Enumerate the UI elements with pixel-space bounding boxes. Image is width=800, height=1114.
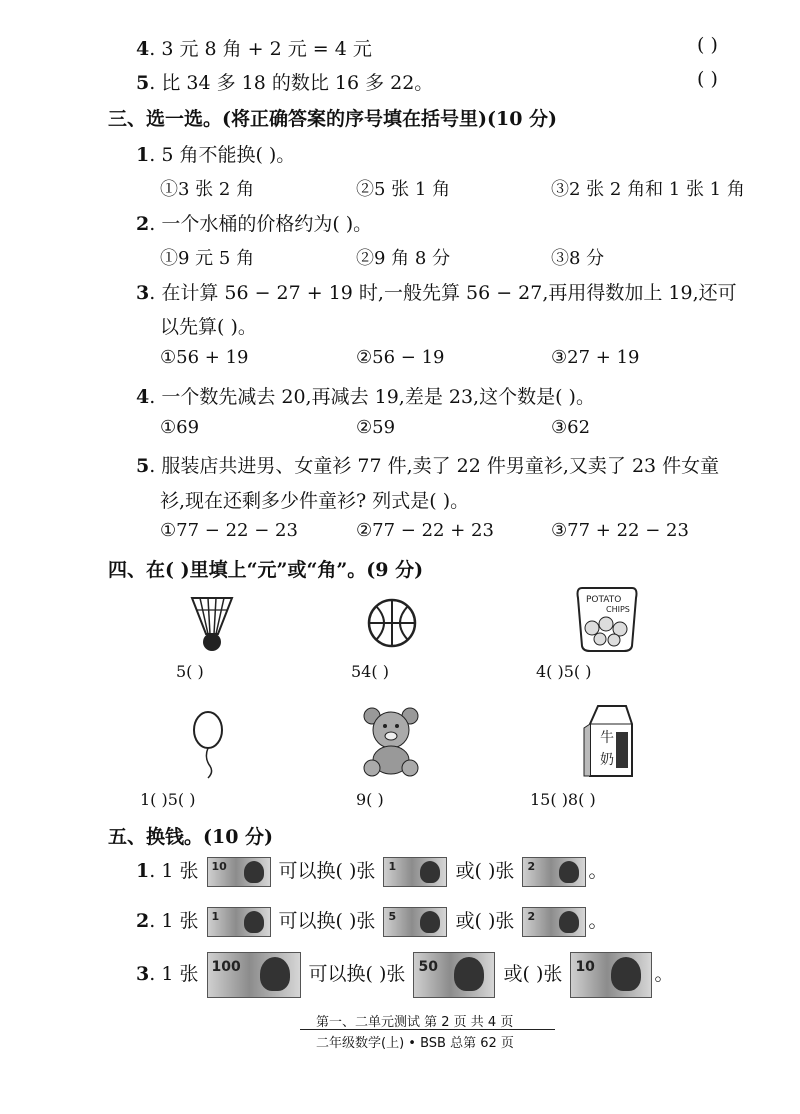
- footer-line2: 二年级数学(上) • BSB 总第 62 页: [316, 1036, 514, 1051]
- banknote-icon: [522, 907, 586, 937]
- punct: 。: [588, 860, 608, 882]
- option: ①9 元 5 角: [160, 248, 255, 269]
- teddy-bear-icon: [358, 706, 424, 778]
- banknote-value: 1: [211, 910, 220, 923]
- carton-label: 奶: [600, 752, 614, 768]
- question-number: 1: [136, 144, 150, 166]
- question-number: 2: [136, 213, 150, 235]
- banknote-icon: [522, 857, 586, 887]
- fill-label[interactable]: 5( ): [176, 662, 204, 681]
- question-text: . 1 张: [149, 963, 199, 985]
- exchange-q1: [136, 856, 607, 887]
- fill-label[interactable]: 54( ): [351, 662, 389, 681]
- question-text-cont: 以先算( )。: [160, 316, 257, 338]
- question-text: . 在计算 56 − 27 + 19 时,一般先算 56 − 27,再用得数加上 19,还可: [149, 282, 737, 304]
- choice-q5: [136, 451, 719, 478]
- question-text: . 3 元 8 角 + 2 元 = 4 元: [149, 38, 372, 60]
- question-text-cont: 衫,现在还剩多少件童衫? 列式是( )。: [160, 490, 470, 512]
- question-text: . 比 34 多 18 的数比 16 多 22。: [149, 72, 434, 94]
- option: ②59: [356, 417, 396, 438]
- option: ③27 + 19: [551, 347, 640, 368]
- choice-q3: [136, 278, 737, 305]
- shuttlecock-icon: [188, 594, 236, 654]
- banknote-icon: [207, 857, 271, 887]
- option: ②5 张 1 角: [356, 179, 451, 200]
- option: ③8 分: [551, 248, 605, 269]
- question-text: . 1 张: [149, 910, 199, 932]
- potato-chips-icon: [574, 584, 640, 654]
- question-text: . 5 角不能换( )。: [149, 144, 296, 166]
- banknote-value: 5: [388, 910, 397, 923]
- banknote-icon: [383, 907, 447, 937]
- question-text[interactable]: 可以换( )张: [278, 910, 376, 932]
- option: ③2 张 2 角和 1 张 1 角: [551, 179, 745, 200]
- question-text: . 一个数先减去 20,再减去 19,差是 23,这个数是( )。: [149, 386, 595, 408]
- fill-label[interactable]: 9( ): [356, 790, 384, 809]
- question-text: . 1 张: [149, 860, 199, 882]
- question-number: 3: [136, 282, 150, 304]
- banknote-value: 10: [211, 860, 227, 873]
- fill-label[interactable]: 15( )8( ): [530, 790, 596, 809]
- section-title: 四、在( )里填上“元”或“角”。(9 分): [108, 559, 424, 581]
- milk-carton-icon: [580, 704, 636, 780]
- footer-line1: 第一、二单元测试 第 2 页 共 4 页: [316, 1015, 514, 1030]
- section-title: 三、选一选。(将正确答案的序号填在括号里)(10 分): [108, 108, 558, 130]
- banknote-value: 2: [527, 860, 536, 873]
- option: ③77 + 22 − 23: [551, 520, 689, 541]
- question-text[interactable]: 或( )张: [455, 910, 515, 932]
- fill-label[interactable]: 1( )5( ): [140, 790, 196, 809]
- banknote-value: 10: [575, 959, 595, 975]
- option: ②9 角 8 分: [356, 248, 451, 269]
- question-text[interactable]: 或( )张: [503, 963, 563, 985]
- option: ②56 − 19: [356, 347, 445, 368]
- choice-q1: [136, 140, 295, 167]
- option: ①56 + 19: [160, 347, 249, 368]
- question-text[interactable]: 可以换( )张: [308, 963, 406, 985]
- fill-label[interactable]: 4( )5( ): [536, 662, 592, 681]
- choice-q2: [136, 209, 372, 236]
- punct: 。: [654, 963, 674, 985]
- chips-label: CHIPS: [606, 605, 630, 614]
- question-number: 4: [136, 38, 150, 60]
- question-number: 4: [136, 386, 150, 408]
- banknote-value: 1: [388, 860, 397, 873]
- option: ①77 − 22 − 23: [160, 520, 298, 541]
- question-number: 5: [136, 72, 150, 94]
- question-text[interactable]: 或( )张: [455, 860, 515, 882]
- footer-divider: [300, 1029, 555, 1030]
- banknote-icon: [570, 952, 652, 998]
- banknote-value: 2: [527, 910, 536, 923]
- judge-q5: [136, 68, 433, 95]
- exchange-q3: [136, 952, 673, 998]
- judge-q4: [136, 34, 372, 61]
- carton-label: 牛: [600, 730, 614, 746]
- punct: 。: [588, 910, 608, 932]
- chips-label: POTATO: [586, 595, 622, 605]
- question-number: 3: [136, 963, 150, 985]
- question-text: . 服装店共进男、女童衫 77 件,卖了 22 件男童衫,又卖了 23 件女童: [149, 455, 720, 477]
- option: ③62: [551, 417, 591, 438]
- banknote-icon: [207, 907, 271, 937]
- option: ②77 − 22 + 23: [356, 520, 494, 541]
- question-number: 5: [136, 455, 150, 477]
- question-number: 2: [136, 910, 150, 932]
- banknote-icon: [413, 952, 495, 998]
- banknote-icon: [207, 952, 301, 998]
- balloon-icon: [190, 710, 226, 780]
- question-number: 1: [136, 860, 150, 882]
- question-text: . 一个水桶的价格约为( )。: [149, 213, 373, 235]
- question-text[interactable]: 可以换( )张: [278, 860, 376, 882]
- basketball-icon: [366, 597, 418, 649]
- section-title: 五、换钱。(10 分): [108, 826, 274, 848]
- answer-blank[interactable]: ( ): [697, 68, 718, 90]
- exchange-q2: [136, 906, 607, 937]
- banknote-value: 100: [211, 959, 241, 975]
- banknote-icon: [383, 857, 447, 887]
- option: ①69: [160, 417, 200, 438]
- option: ①3 张 2 角: [160, 179, 255, 200]
- choice-q4: [136, 382, 595, 409]
- banknote-value: 50: [418, 959, 438, 975]
- answer-blank[interactable]: ( ): [697, 34, 718, 56]
